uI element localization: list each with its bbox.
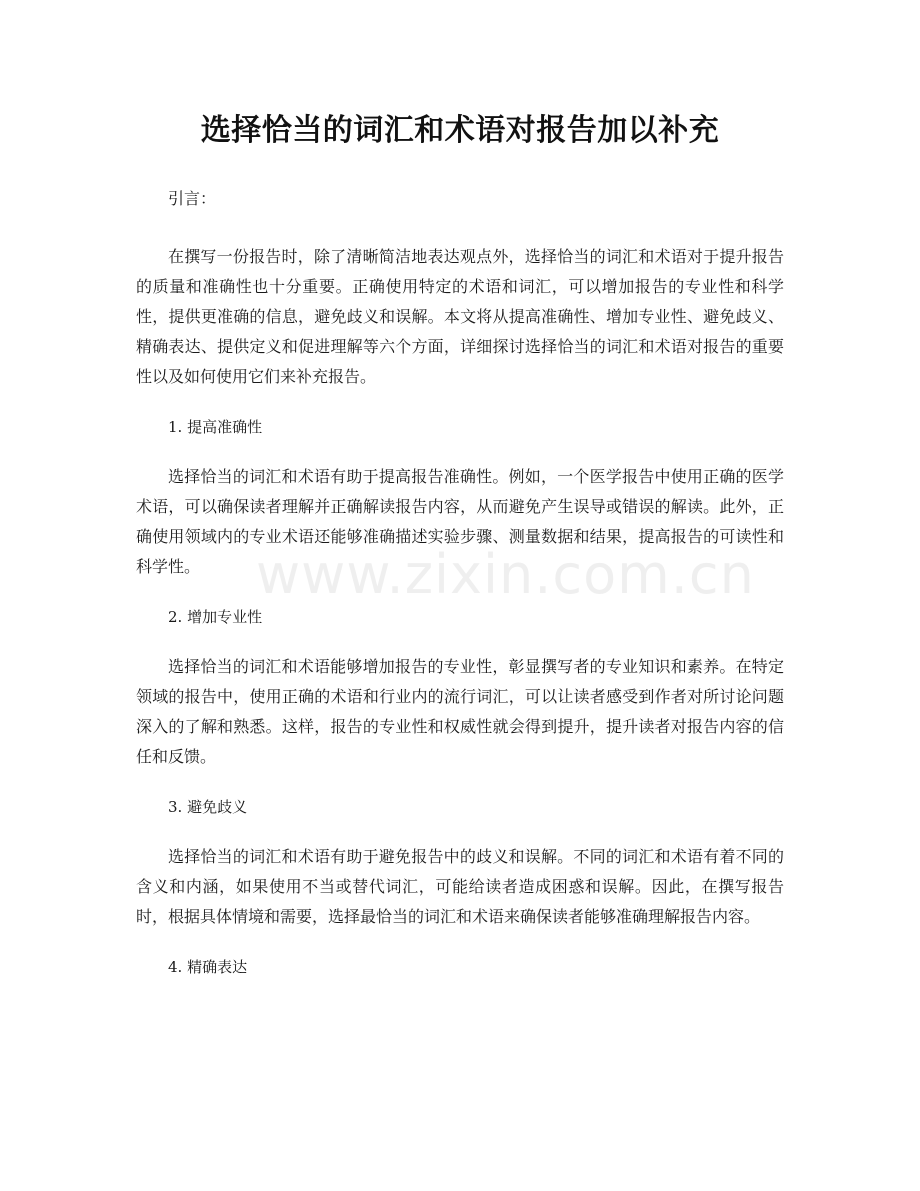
document-title: 选择恰当的词汇和术语对报告加以补充 bbox=[200, 113, 720, 148]
intro-label: 引言： bbox=[168, 189, 217, 208]
section-heading-professionalism: 2. 增加专业性 bbox=[168, 608, 263, 626]
intro-paragraph: 在撰写一份报告时，除了清晰简洁地表达观点外，选择恰当的词汇和术语对于提升报告的质量和准确性也十分重要。正确使用特定的术语和词汇，可以增加报告的专业性和科学性，提供更准确的信息，避免歧义和误解。本文将从提高准确性、增加专业性、避免歧义、精确表达、提供定义和促进理解等六个方面，详细探讨选择恰当的词汇和术语对报告的重要性以及如何使用它们来补充报告。 bbox=[136, 247, 784, 386]
section-heading-precision: 4. 精确表达 bbox=[168, 958, 248, 976]
section-paragraph-professionalism: 选择恰当的词汇和术语能够增加报告的专业性，彰显撰写者的专业知识和素养。在特定领域的报告中，使用正确的术语和行业内的流行词汇，可以让读者感受到作者对所讨论问题深入的了解和熟悉。这样，报告的专业性和权威性就会得到提升，提升读者对报告内容的信任和反馈。 bbox=[136, 657, 784, 766]
section-paragraph-ambiguity: 选择恰当的词汇和术语有助于避免报告中的歧义和误解。不同的词汇和术语有着不同的含义和内涵，如果使用不当或替代词汇，可能给读者造成困惑和误解。因此，在撰写报告时，根据具体情境和需要，选择最恰当的词汇和术语来确保读者能够准确理解报告内容。 bbox=[136, 847, 784, 926]
document-body bbox=[136, 184, 784, 1002]
section-heading-accuracy: 1. 提高准确性 bbox=[168, 418, 263, 436]
section-heading-ambiguity: 3. 避免歧义 bbox=[168, 798, 248, 816]
watermark: www.zixin.com.cn bbox=[256, 543, 755, 606]
section-paragraph-accuracy: 选择恰当的词汇和术语有助于提高报告准确性。例如，一个医学报告中使用正确的医学术语，可以确保读者理解并正确解读报告内容，从而避免产生误导或错误的解读。此外，正确使用领域内的专业术语还能够准确描述实验步骤、测量数据和结果，提高报告的可读性和科学性。 bbox=[136, 467, 784, 576]
